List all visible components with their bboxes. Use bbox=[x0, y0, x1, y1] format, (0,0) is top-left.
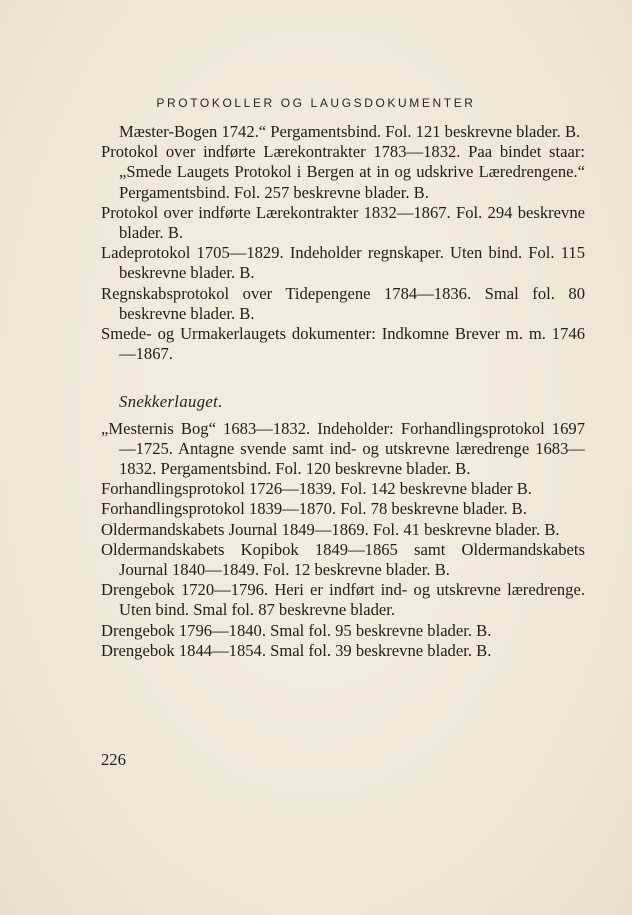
entry: Oldermandskabets Kopibok 1849—1865 samt Oldermandskabets Journal 1840—1849. Fol. 12 beskrevne blader. B. bbox=[101, 539, 585, 580]
entry: Protokol over indførte Lærekontrakter 1783—1832. Paa bindet staar: „Smede Laugets Protokol i Bergen at in og udskrive Læredrengene.“ Pergamentsbind. Fol. 257 beskrevne blader. B. bbox=[101, 142, 585, 202]
entry: Forhandlingsprotokol 1839—1870. Fol. 78 beskrevne blader. B. bbox=[101, 499, 527, 519]
body-text bbox=[101, 122, 585, 661]
entry: Ladeprotokol 1705—1829. Indeholder regnskaper. Uten bind. Fol. 115 beskrevne blader. B. bbox=[101, 243, 585, 283]
entry: Drengebok 1844—1854. Smal fol. 39 beskrevne blader. B. bbox=[101, 640, 492, 660]
entry: Smede- og Urmakerlaugets dokumenter: Indkomne Brever m. m. 1746—1867. bbox=[101, 324, 585, 364]
entry: „Mesternis Bog“ 1683—1832. Indeholder: Forhandlingsprotokol 1697—1725. Antagne svende samt ind- og utskrevne læredrenge 1683—1832. Pergamentsbind. Fol. 120 beskrevne blader. B. bbox=[101, 418, 585, 479]
running-head: PROTOKOLLER OG LAUGSDOKUMENTER bbox=[156, 96, 476, 110]
section-heading: Snekkerlauget. bbox=[119, 392, 223, 412]
entry: Drengebok 1720—1796. Heri er indført ind- og utskrevne læredrenge. Uten bind. Smal fol. 87 beskrevne blader. bbox=[101, 580, 585, 620]
page-number: 226 bbox=[101, 750, 126, 769]
entry: Drengebok 1796—1840. Smal fol. 95 beskrevne blader. B. bbox=[101, 620, 492, 640]
entry: Protokol over indførte Lærekontrakter 1832—1867. Fol. 294 beskrevne blader. B. bbox=[101, 202, 585, 243]
entry: Regnskabsprotokol over Tidepengene 1784—1836. Smal fol. 80 beskrevne blader. B. bbox=[101, 283, 585, 323]
entry: Oldermandskabets Journal 1849—1869. Fol. 41 beskrevne blader. B. bbox=[101, 519, 560, 539]
entry-continued: Mæster-Bogen 1742.“ Pergamentsbind. Fol. 121 beskrevne blader. B. bbox=[119, 122, 581, 141]
entry: Forhandlingsprotokol 1726—1839. Fol. 142 beskrevne blader B. bbox=[101, 479, 532, 499]
